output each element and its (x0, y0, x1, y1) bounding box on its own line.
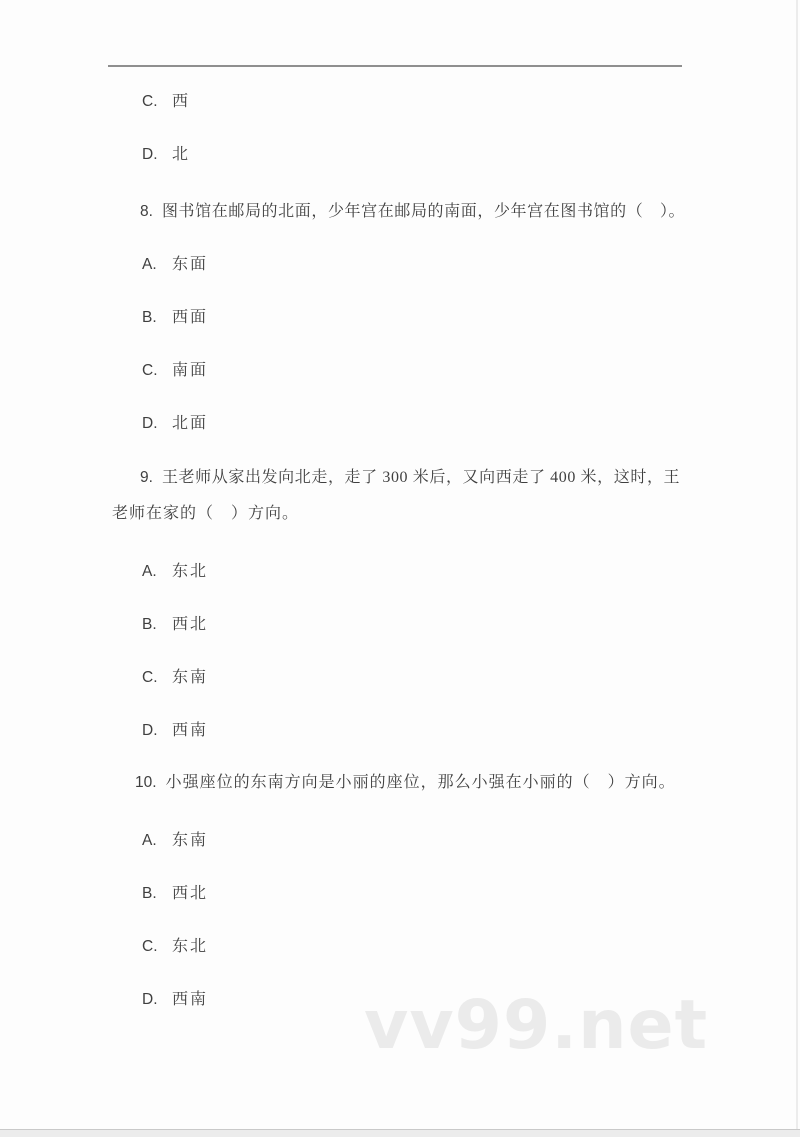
option-10-a (142, 831, 208, 851)
option-label: D. (142, 415, 158, 432)
option-text: 东南 (172, 832, 209, 849)
option-text: 东南 (172, 669, 209, 686)
option-label: A. (142, 832, 157, 849)
option-text: 西面 (172, 309, 209, 326)
question-number: 8. (140, 203, 153, 220)
option-label: D. (142, 722, 158, 739)
option-text: 南面 (172, 362, 209, 379)
option-text: 北 (172, 146, 191, 163)
question-9 (140, 468, 680, 488)
site-watermark: vv99.net (364, 986, 709, 1065)
option-9-a (142, 562, 208, 582)
option-prev-d (142, 145, 190, 165)
option-label: C. (142, 938, 158, 955)
option-label: D. (142, 991, 158, 1008)
page-bottom-edge (0, 1129, 800, 1137)
option-8-b (142, 308, 208, 328)
option-10-c (142, 937, 208, 957)
question-text-line2: 老师在家的（ ）方向。 (112, 505, 300, 522)
option-9-c (142, 668, 208, 688)
question-number: 9. (140, 469, 153, 486)
option-text: 东面 (172, 256, 209, 273)
option-label: C. (142, 362, 158, 379)
option-text: 西 (172, 93, 191, 110)
option-label: A. (142, 256, 157, 273)
option-10-d (142, 990, 208, 1010)
question-9-continuation (112, 504, 299, 524)
page-edge-line (796, 0, 798, 1130)
question-10 (135, 773, 676, 793)
question-text: 小强座位的东南方向是小丽的座位，那么小强在小丽的（ ）方向。 (165, 774, 676, 791)
option-9-b (142, 615, 208, 635)
option-9-d (142, 721, 208, 741)
option-text: 西南 (172, 991, 209, 1008)
option-text: 东北 (172, 563, 209, 580)
option-label: B. (142, 885, 157, 902)
option-label: A. (142, 563, 157, 580)
question-text-line1: 王老师从家出发向北走，走了 300 米后，又向西走了 400 米，这时，王 (161, 469, 681, 486)
option-text: 西北 (172, 885, 209, 902)
question-8 (140, 202, 685, 222)
option-text: 北面 (172, 415, 209, 432)
option-8-c (142, 361, 208, 381)
question-number: 10. (135, 774, 157, 791)
header-rule (108, 65, 682, 67)
question-text: 图书馆在邮局的北面，少年宫在邮局的南面，少年宫在图书馆的（ ）。 (161, 203, 686, 220)
option-prev-c (142, 92, 190, 112)
option-text: 东北 (172, 938, 209, 955)
option-label: B. (142, 616, 157, 633)
option-8-a (142, 255, 208, 275)
option-10-b (142, 884, 208, 904)
option-text: 西南 (172, 722, 209, 739)
option-label: C. (142, 93, 158, 110)
option-label: D. (142, 146, 158, 163)
option-label: B. (142, 309, 157, 326)
option-8-d (142, 414, 208, 434)
option-text: 西北 (172, 616, 209, 633)
option-label: C. (142, 669, 158, 686)
